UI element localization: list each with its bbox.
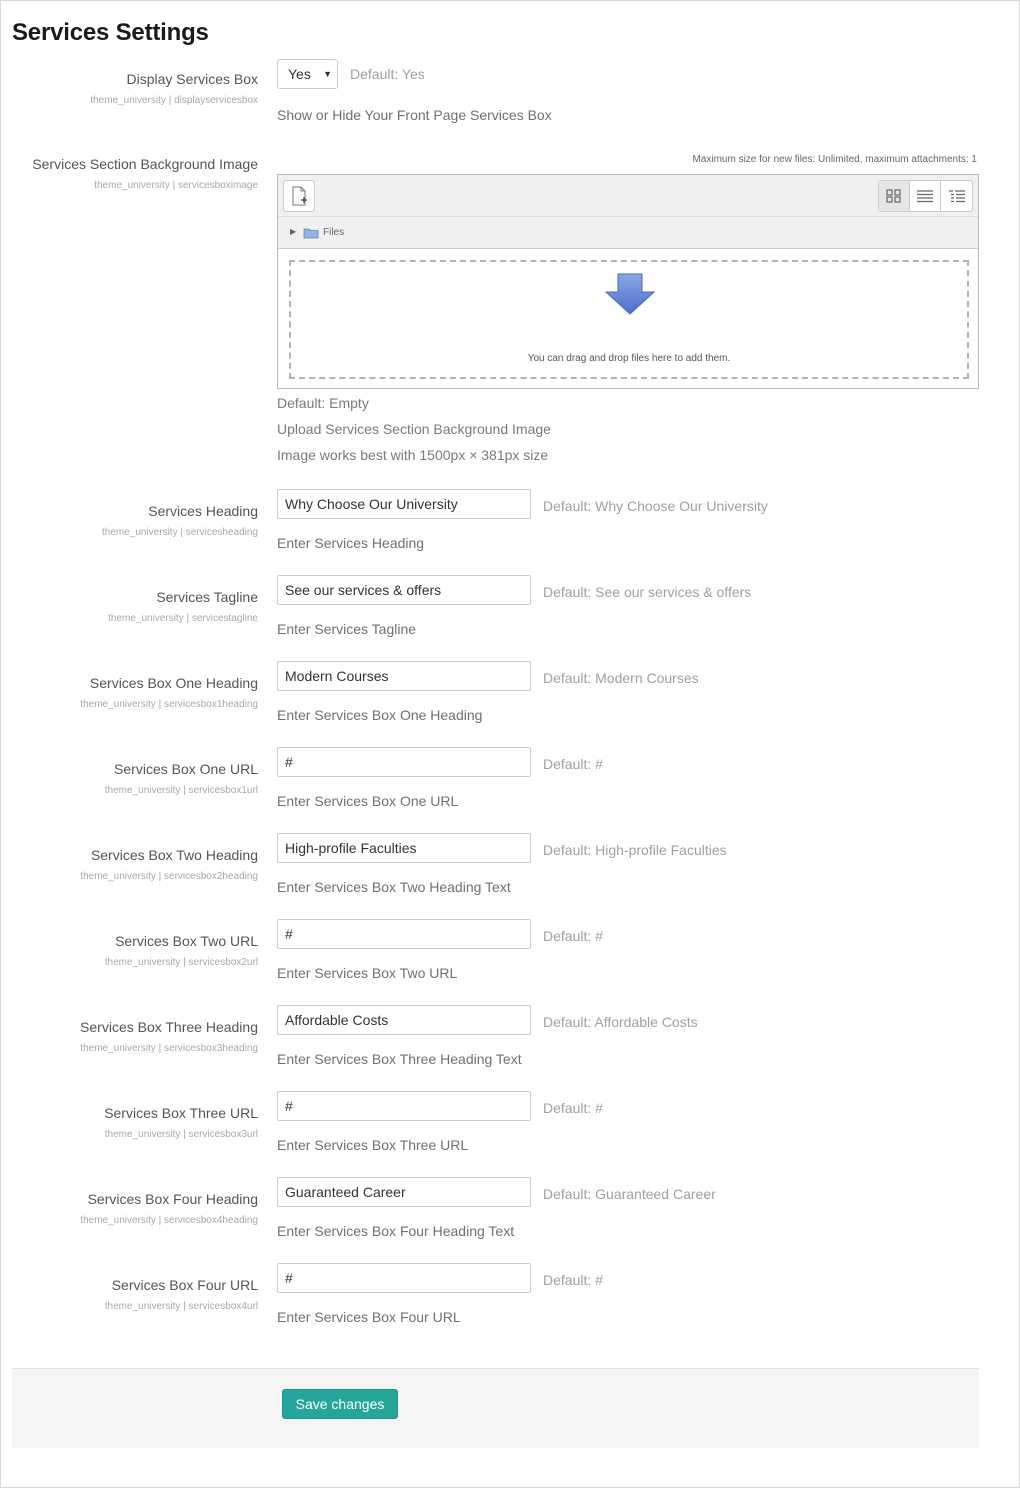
setting-key: theme_university | servicesbox1url — [104, 785, 258, 796]
setting-label: Services Box Four URL — [111, 1277, 258, 1293]
drop-zone-text: You can drag and drop files here to add them. — [527, 353, 731, 364]
setting-label: Display Services Box — [126, 71, 258, 87]
setting-description: Enter Services Box One URL — [277, 793, 459, 809]
file-add-icon — [284, 181, 314, 211]
tree-view-button[interactable] — [941, 181, 972, 211]
setting-description: Enter Services Tagline — [277, 621, 417, 637]
services-heading-input[interactable] — [277, 489, 531, 519]
setting-hint: Image works best with 1500px × 381px size — [277, 447, 549, 463]
setting-label: Services Box One Heading — [89, 675, 258, 691]
setting-key: theme_university | servicesheading — [101, 527, 258, 538]
setting-key: theme_university | servicesbox1heading — [80, 699, 258, 710]
setting-key: theme_university | servicesbox2heading — [80, 871, 258, 882]
setting-label: Services Box Two Heading — [90, 847, 258, 863]
download-arrow-icon — [604, 272, 656, 318]
box-four-heading-input[interactable] — [277, 1177, 531, 1207]
icon-view-icon — [886, 189, 902, 203]
default-value: Default: Modern Courses — [543, 670, 699, 686]
list-view-button[interactable] — [910, 181, 941, 211]
setting-key: theme_university | servicestagline — [108, 613, 258, 624]
setting-label: Services Box One URL — [114, 761, 258, 777]
folder-label[interactable]: Files — [323, 227, 345, 238]
file-drop-zone[interactable] — [289, 260, 969, 379]
setting-description: Enter Services Box Three URL — [277, 1137, 469, 1153]
box-three-url-input[interactable] — [277, 1091, 531, 1121]
setting-description: Enter Services Box Four Heading Text — [277, 1223, 515, 1239]
box-two-heading-input[interactable] — [277, 833, 531, 863]
default-value: Default: Guaranteed Career — [543, 1186, 716, 1202]
select-value: Yes — [288, 66, 311, 82]
setting-key: theme_university | servicesbox3url — [104, 1129, 258, 1140]
setting-label: Services Box Three URL — [104, 1105, 258, 1121]
save-changes-button[interactable]: Save changes — [282, 1389, 398, 1419]
setting-label: Services Box Two URL — [115, 933, 258, 949]
services-tagline-input[interactable] — [277, 575, 531, 605]
setting-key: theme_university | servicesbox4url — [104, 1301, 258, 1312]
default-value: Default: # — [543, 756, 603, 772]
setting-description: Enter Services Box One Heading — [277, 707, 483, 723]
icon-view-button[interactable] — [879, 181, 910, 211]
display-services-box-select[interactable] — [277, 59, 338, 89]
setting-key: theme_university | displayservicesbox — [90, 95, 258, 106]
setting-label: Services Box Four Heading — [87, 1191, 258, 1207]
setting-label: Services Tagline — [156, 589, 258, 605]
setting-key: theme_university | servicesbox3heading — [80, 1043, 258, 1054]
setting-label: Services Section Background Image — [32, 156, 258, 172]
page-title: Services Settings — [12, 19, 209, 46]
setting-key: theme_university | servicesboximage — [94, 180, 258, 191]
setting-description: Enter Services Box Three Heading Text — [277, 1051, 522, 1067]
tree-view-icon — [948, 189, 966, 203]
add-file-button[interactable] — [283, 180, 315, 212]
box-two-url-input[interactable] — [277, 919, 531, 949]
box-one-url-input[interactable] — [277, 747, 531, 777]
setting-description: Enter Services Box Four URL — [277, 1309, 461, 1325]
filepicker — [277, 174, 979, 389]
box-one-heading-input[interactable] — [277, 661, 531, 691]
folder-icon — [303, 227, 319, 239]
setting-key: theme_university | servicesbox2url — [104, 957, 258, 968]
setting-key: theme_university | servicesbox4heading — [80, 1215, 258, 1226]
filepicker-max-size: Maximum size for new files: Unlimited, maximum attachments: 1 — [692, 154, 977, 165]
box-four-url-input[interactable] — [277, 1263, 531, 1293]
list-view-icon — [916, 189, 934, 203]
setting-description: Enter Services Box Two URL — [277, 965, 458, 981]
setting-description: Show or Hide Your Front Page Services Box — [277, 107, 552, 123]
setting-description: Upload Services Section Background Image — [277, 421, 551, 437]
setting-description: Enter Services Box Two Heading Text — [277, 879, 511, 895]
default-value: Default: # — [543, 1272, 603, 1288]
expand-arrow-icon[interactable]: ▶ — [290, 227, 297, 236]
form-footer — [12, 1368, 979, 1448]
filepicker-toolbar — [278, 175, 978, 217]
box-three-heading-input[interactable] — [277, 1005, 531, 1035]
caret-down-icon: ▼ — [323, 69, 332, 79]
setting-label: Services Box Three Heading — [80, 1019, 258, 1035]
setting-label: Services Heading — [148, 503, 258, 519]
default-value: Default: Yes — [350, 66, 425, 82]
default-value: Default: # — [543, 1100, 603, 1116]
default-value: Default: # — [543, 928, 603, 944]
setting-description: Enter Services Heading — [277, 535, 425, 551]
default-value: Default: Affordable Costs — [543, 1014, 698, 1030]
default-value: Default: Empty — [277, 395, 369, 411]
view-switcher — [878, 180, 973, 212]
default-value: Default: Why Choose Our University — [543, 498, 768, 514]
default-value: Default: High-profile Faculties — [543, 842, 727, 858]
default-value: Default: See our services & offers — [543, 584, 752, 600]
filepicker-path-bar — [278, 217, 978, 249]
